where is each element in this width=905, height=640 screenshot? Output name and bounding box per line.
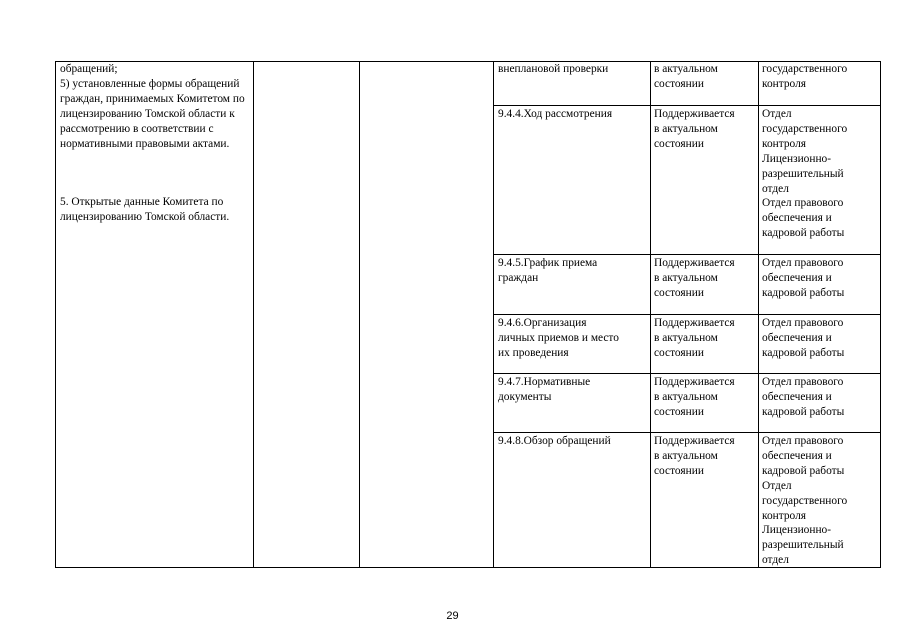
row-item: 9.4.5.График приема граждан (498, 257, 598, 284)
row-responsible: Отдел государственного контроля Лицензионно- разрешительный отдел Отдел правового обеспечения и кадровой работы (762, 108, 848, 240)
row-status: Поддерживается в актуальном состоянии (654, 317, 735, 359)
row-status: Поддерживается в актуальном состоянии (654, 257, 735, 299)
row-divider (493, 314, 881, 315)
row-item: внеплановой проверки (498, 63, 609, 75)
row-item: 9.4.6.Организация личных приемов и место их проведения (498, 317, 619, 359)
left-text-block-2: 5. Открытые данные Комитета по лицензированию Томской области. (60, 196, 230, 223)
row-item: 9.4.7.Нормативные документы (498, 376, 591, 403)
row-item: 9.4.4.Ход рассмотрения (498, 108, 613, 120)
row-divider (493, 105, 881, 106)
row-divider (493, 432, 881, 433)
column-divider (253, 61, 254, 568)
row-status: Поддерживается в актуальном состоянии (654, 435, 735, 477)
row-responsible: Отдел правового обеспечения и кадровой работы (762, 257, 845, 299)
row-responsible: государственного контроля (762, 63, 848, 90)
row-item: 9.4.8.Обзор обращений (498, 435, 611, 447)
row-divider (493, 254, 881, 255)
row-responsible: Отдел правового обеспечения и кадровой работы Отдел государственного контроля Лицензионно- разрешительный отдел (762, 435, 848, 567)
row-status: в актуальном состоянии (654, 63, 718, 90)
row-status: Поддерживается в актуальном состоянии (654, 376, 735, 418)
left-text-block-1: обращений; 5) установленные формы обращений граждан, принимаемых Комитетом по лицензированию Томской области к рассмотрению в соответствии с нормативными правовыми актами. (60, 63, 245, 150)
row-responsible: Отдел правового обеспечения и кадровой работы (762, 317, 845, 359)
page-number: 29 (446, 610, 459, 622)
row-responsible: Отдел правового обеспечения и кадровой работы (762, 376, 845, 418)
row-status: Поддерживается в актуальном состоянии (654, 108, 735, 150)
row-divider (493, 373, 881, 374)
column-divider (359, 61, 360, 568)
